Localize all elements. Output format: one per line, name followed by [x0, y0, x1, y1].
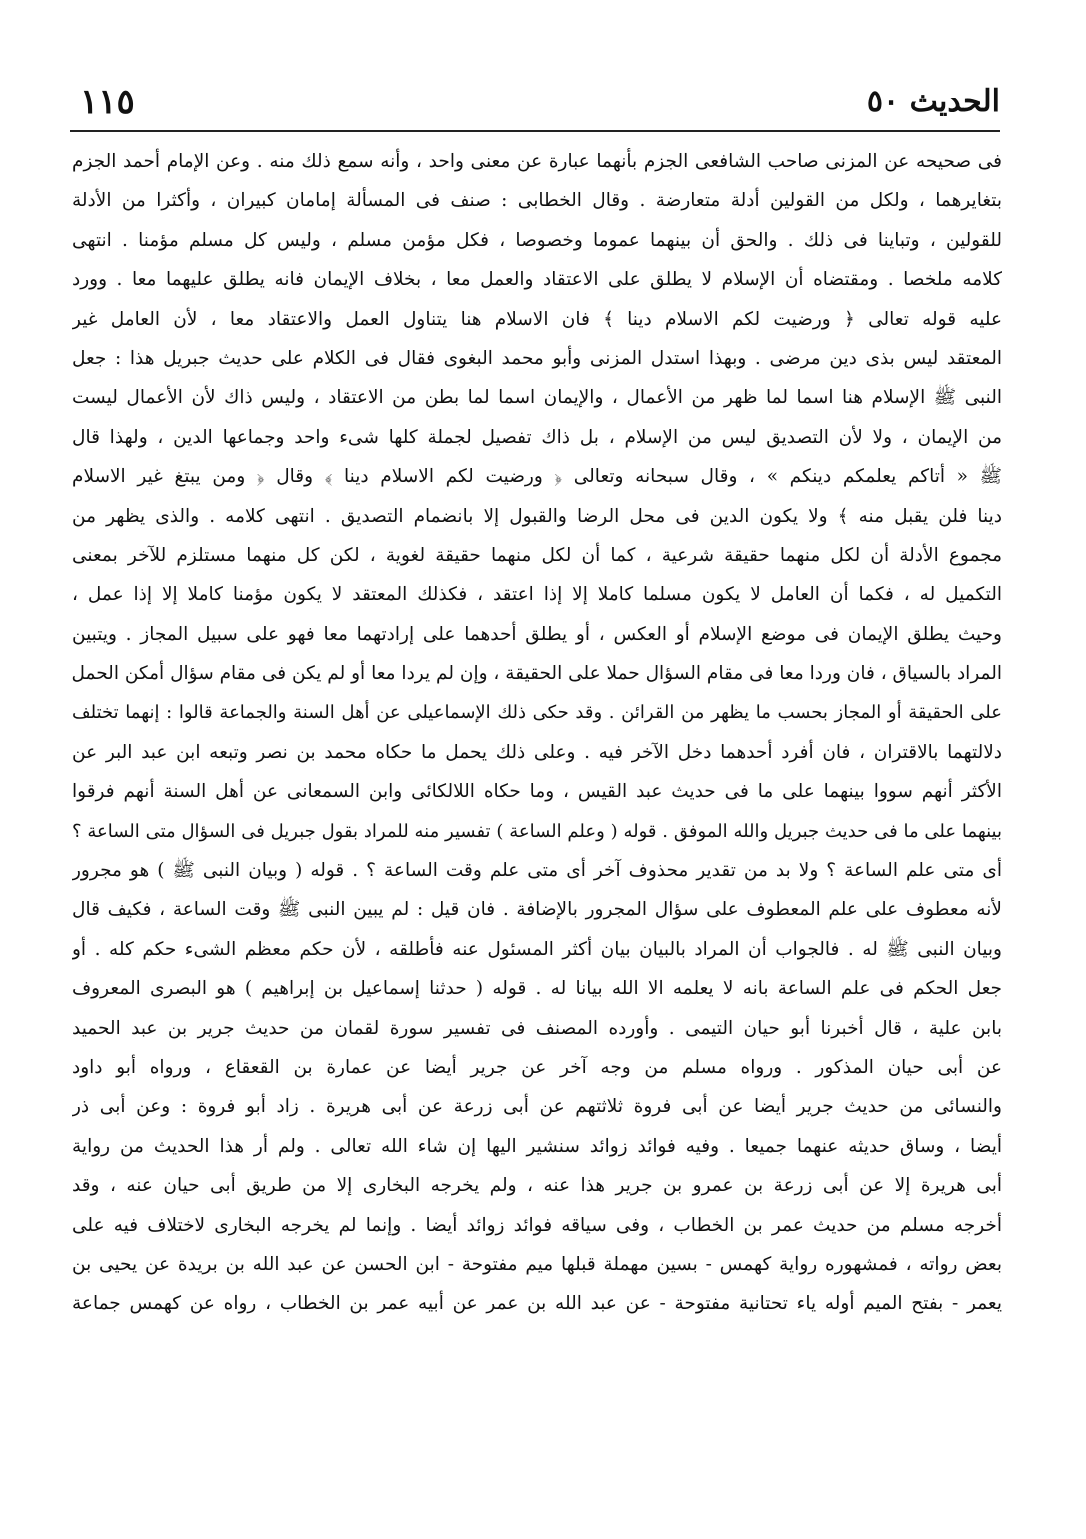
text-line: من الإيمان ، ولا لأن التصديق ليس من الإسلام ، بل ذاك تفصيل لجملة كلها شىء واحد وجماعها الدين ، ولهذا قال: [72, 426, 1002, 448]
text-line: أى متى علم الساعة ؟ ولا بد من تقدير محذوف آخر أى متى علم وقت الساعة ؟ . قوله ( وبيان النبى ﷺ ) هو مجرور: [72, 860, 1002, 882]
text-line: أخرجه مسلم من حديث عمر بن الخطاب ، وفى سياقه فوائد زوائد أيضا . وإنما لم يخرجه البخارى لاختلاف فيه على: [72, 1214, 1002, 1236]
text-line: عليه قوله تعالى ﴿ ورضيت لكم الاسلام دينا ﴾ فان الاسلام هنا يتناول العمل والاعتقاد معا ، لأن العامل غير: [72, 308, 1002, 330]
text-line: التكميل له ، فكما أن العامل لا يكون مسلما كاملا إلا إذا اعتقد ، فكذلك المعتقد لا يكون مؤمنا كاملا إلا إذا عمل ،: [72, 584, 1002, 606]
text-line: جعل الحكم فى علم الساعة بانه لا يعلمه الا الله بيانا له . قوله ( حدثنا إسماعيل بن إبراهيم ) هو البصرى المعروف: [72, 978, 1002, 1000]
text-line: النبى ﷺ الإسلام هنا اسما لما ظهر من الأعمال ، والإيمان اسما لما بطن من الاعتقاد ، وليس ذاك لأن الأعمال ليست: [72, 387, 1002, 409]
text-line: أيضا ، وساق حديثه عنهما جميعا . وفيه فوائد زوائد سنشير اليها إن شاء الله تعالى . ولم أر هذا الحديث من رواية: [72, 1135, 1002, 1157]
text-line: بتغايرهما ، ولكل من القولين أدلة متعارضة . وقال الخطابى : صنف فى المسألة إمامان كبيران ، وأكثرا من الأدلة: [72, 190, 1002, 212]
page-header: [80, 78, 1000, 130]
text-line: أبى هريرة إلا عن أبى زرعة بن عمرو بن جرير هذا عنه ، ولم يخرجه البخارى إلا من طريق أبى حيان عنه ، وقد: [72, 1175, 1002, 1197]
text-line: كلامه ملخصا . ومقتضاه أن الإسلام لا يطلق على الاعتقاد والعمل معا ، بخلاف الإيمان فانه يطلق عليهما معا . وورد: [72, 269, 1002, 291]
text-line: فى صحيحه عن المزنى صاحب الشافعى الجزم بأنهما عبارة عن معنى واحد ، وأنه سمع ذلك منه . وعن الإمام أحمد الجزم: [72, 151, 1002, 172]
running-title: الحديث ٥٠: [866, 84, 1000, 119]
text-line: بعض رواته ، فمشهوره رواية كهمس - بسين مهملة قبلها ميم مفتوحة - ابن الحسن عن عبد الله بن بريدة عن يحيى بن: [72, 1253, 1002, 1275]
text-line: لأنه معطوف على علم المعطوف على سؤال المجرور بالإضافة . فان قيل : لم يبين النبى ﷺ وقت الساعة ، فكيف قال: [72, 899, 1002, 921]
text-line: بابن علية ، قال أخبرنا أبو حيان التيمى . وأورده المصنف فى تفسير سورة لقمان من حديث جرير بن عبد الحميد: [72, 1017, 1002, 1039]
text-line: دلالتهما بالاقتران ، فان أفرد أحدهما دخل الآخر فيه . وعلى ذلك يحمل ما حكاه محمد بن نصر وتبعه ابن عبد البر عن: [72, 741, 1002, 763]
text-line: دينا فلن يقبل منه ﴾ ولا يكون الدين فى محل الرضا والقبول إلا بانضمام التصديق . انتهى كلامه . والذى يظهر من: [72, 505, 1002, 527]
text-line: المعتقد ليس بذى دين مرضى . وبهذا استدل المزنى وأبو محمد البغوى فقال فى الكلام على حديث جبريل هذا : جعل: [72, 347, 1002, 369]
text-line: والنسائى من حديث جرير أيضا عن أبى فروة ثلاثتهم عن أبى زرعة عن أبى هريرة . زاد أبو فروة : وعن أبى ذر: [72, 1096, 1002, 1118]
text-line: عن أبى حيان المذكور . ورواه مسلم من وجه آخر عن جرير أيضا عن عمارة بن القعقاع ، ورواه أبو داود: [72, 1056, 1002, 1078]
text-line: المراد بالسياق ، فان وردا معا فى مقام السؤال حملا على الحقيقة ، وإن لم يردا معا أو لم يكن فى مقام سؤال أمكن الحمل: [72, 663, 1002, 685]
text-line: وبيان النبى ﷺ له . فالجواب أن المراد بالبيان بيان أكثر المسئول عنه فأطلقه ، لأن حكم معظم الشىء حكم كله . أو: [72, 938, 1002, 960]
text-line: الأكثر أنهم سووا بينهما على ما فى حديث عبد القيس ، وما حكاه اللالكائى وابن السمعانى عن أهل السنة أنهم فرقوا: [72, 781, 1002, 803]
text-line: يعمر - بفتح الميم أوله ياء تحتانية مفتوحة - عن عبد الله بن عمر عن أبيه عمر بن الخطاب ، رواه عن كهمس جماعة: [72, 1293, 1002, 1315]
text-line: على الحقيقة أو المجاز بحسب ما يظهر من القرائن . وقد حكى ذلك الإسماعيلى عن أهل السنة والجماعة قالوا : إنهما تختلف: [72, 702, 1002, 724]
body-text: [72, 142, 1002, 1324]
text-line: وحيث يطلق الإيمان فى موضع الإسلام أو العكس ، أو يطلق أحدهما على إرادتهما معا فهو على سبيل المجاز . ويتبين: [72, 623, 1002, 645]
text-line: للقولين ، وتباينا فى ذلك . والحق أن بينهما عموما وخصوصا ، فكل مؤمن مسلم ، وليس كل مسلم مؤمنا . انتهى: [72, 229, 1002, 251]
text-line: بينهما على ما فى حديث جبريل والله الموفق . قوله ( وعلم الساعة ) تفسير منه للمراد بقول جبريل فى السؤال متى الساعة ؟: [72, 820, 1002, 842]
text-line: ﷺ « أتاكم يعلمكم دينكم » ، وقال سبحانه وتعالى ﴿ ورضيت لكم الاسلام دينا ﴾ وقال ﴿ ومن يبتغ غير الاسلام: [72, 466, 1002, 488]
text-line: مجموع الأدلة أن لكل منهما حقيقة شرعية ، كما أن لكل منهما حقيقة لغوية ، لكن كل منهما مستلزم للآخر بمعنى: [72, 544, 1002, 566]
page-number: ١١٥: [80, 82, 135, 122]
header-rule: [70, 130, 1000, 132]
